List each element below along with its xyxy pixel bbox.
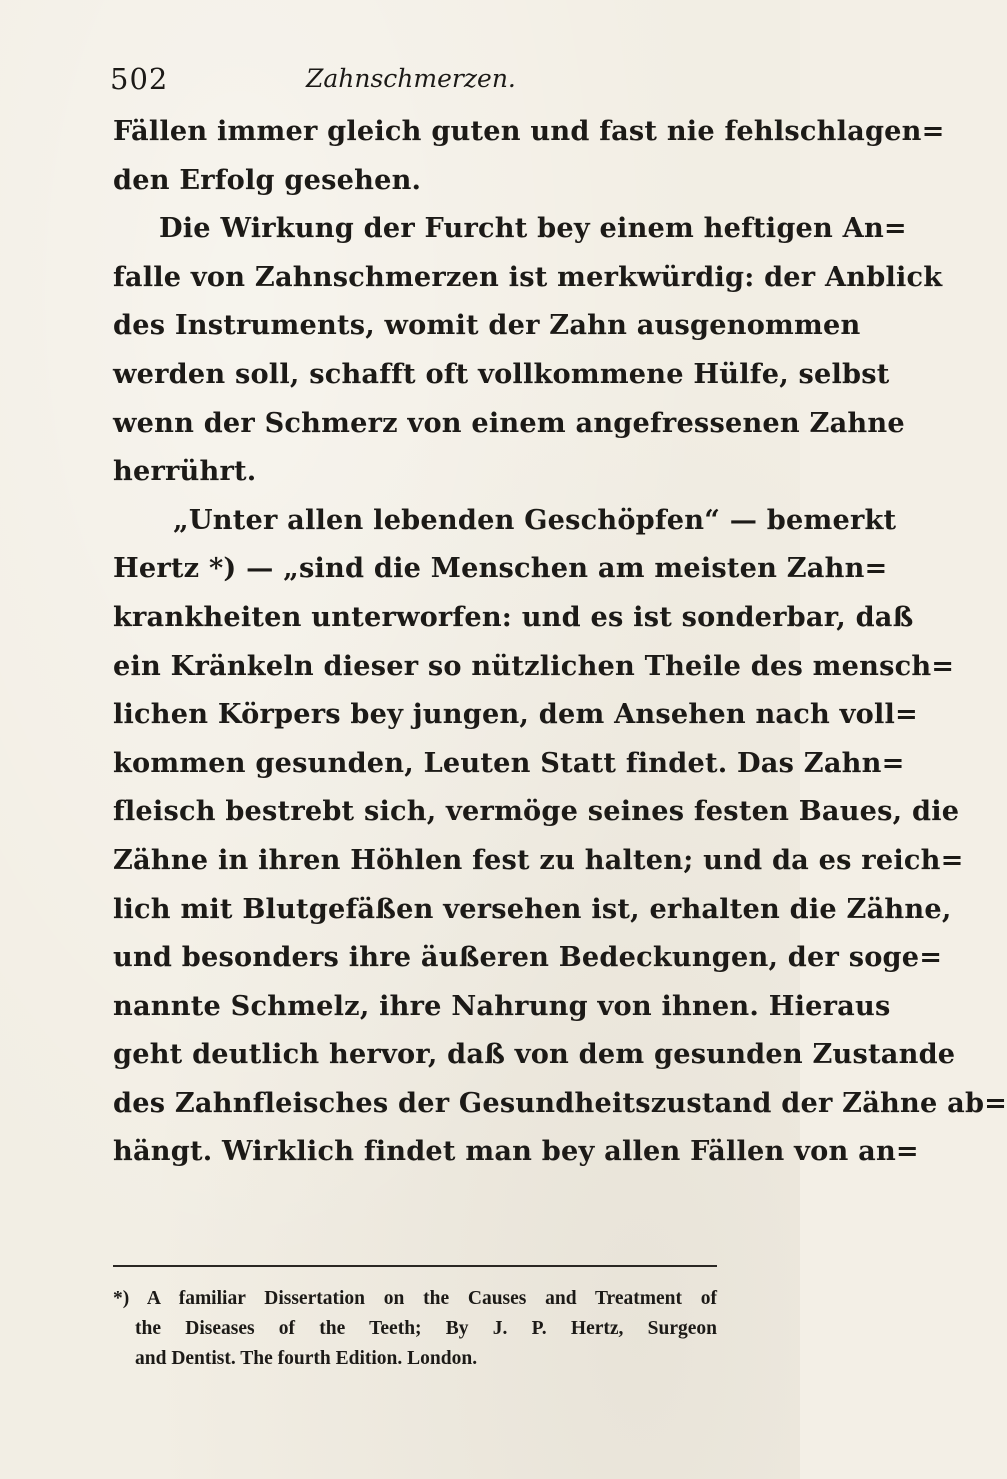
text-line: Zähne in ihren Höhlen fest zu halten; und da es reich= bbox=[113, 843, 964, 876]
text-line: des Zahnfleisches der Gesundheitszustand der Zähne ab= bbox=[113, 1086, 1007, 1119]
footnote-line: the Diseases of the Teeth; By J. P. Hertz, Surgeon bbox=[135, 1318, 717, 1339]
running-head bbox=[110, 62, 690, 102]
text-line: hängt. Wirklich findet man bey allen Fällen von an= bbox=[113, 1135, 919, 1168]
text-line: werden soll, schafft oft vollkommene Hülfe, selbst bbox=[113, 357, 890, 390]
text-line: Hertz *) — „sind die Menschen am meisten Zahn= bbox=[113, 552, 888, 585]
text-line: Die Wirkung der Furcht bey einem heftigen An= bbox=[159, 212, 907, 245]
footnote bbox=[113, 1284, 717, 1374]
text-line: wenn der Schmerz von einem angefressenen Zahne bbox=[113, 406, 905, 439]
running-title: Zahnschmerzen. bbox=[306, 64, 516, 93]
page-number: 502 bbox=[110, 62, 169, 96]
text-line: lichen Körpers bey jungen, dem Ansehen nach voll= bbox=[113, 698, 918, 731]
text-line: geht deutlich hervor, daß von dem gesunden Zustande bbox=[113, 1038, 956, 1071]
footnote-rule bbox=[113, 1265, 717, 1267]
text-line: und besonders ihre äußeren Bedeckungen, der soge= bbox=[113, 941, 943, 974]
text-line: „Unter allen lebenden Geschöpfen“ — bemerkt bbox=[173, 503, 897, 536]
text-line: den Erfolg gesehen. bbox=[113, 163, 422, 196]
body-text bbox=[113, 107, 1007, 1176]
text-line: lich mit Blutgefäßen versehen ist, erhalten die Zähne, bbox=[113, 892, 952, 925]
text-line: falle von Zahnschmerzen ist merkwürdig: der Anblick bbox=[113, 260, 943, 293]
footnote-line: and Dentist. The fourth Edition. London. bbox=[135, 1348, 478, 1369]
footnote-line: *) A familiar Dissertation on the Causes and Treatment of bbox=[113, 1288, 717, 1309]
text-line: herrührt. bbox=[113, 455, 257, 488]
text-line: Fällen immer gleich guten und fast nie fehlschlagen= bbox=[113, 115, 945, 147]
text-line: ein Kränkeln dieser so nützlichen Theile des mensch= bbox=[113, 649, 955, 682]
text-line: krankheiten unterworfen: und es ist sonderbar, daß bbox=[113, 600, 914, 633]
text-line: des Instruments, womit der Zahn ausgenommen bbox=[113, 309, 861, 342]
text-line: kommen gesunden, Leuten Statt findet. Das Zahn= bbox=[113, 746, 905, 779]
text-line: fleisch bestrebt sich, vermöge seines festen Baues, die bbox=[113, 795, 960, 828]
text-line: nannte Schmelz, ihre Nahrung von ihnen. Hieraus bbox=[113, 989, 891, 1022]
